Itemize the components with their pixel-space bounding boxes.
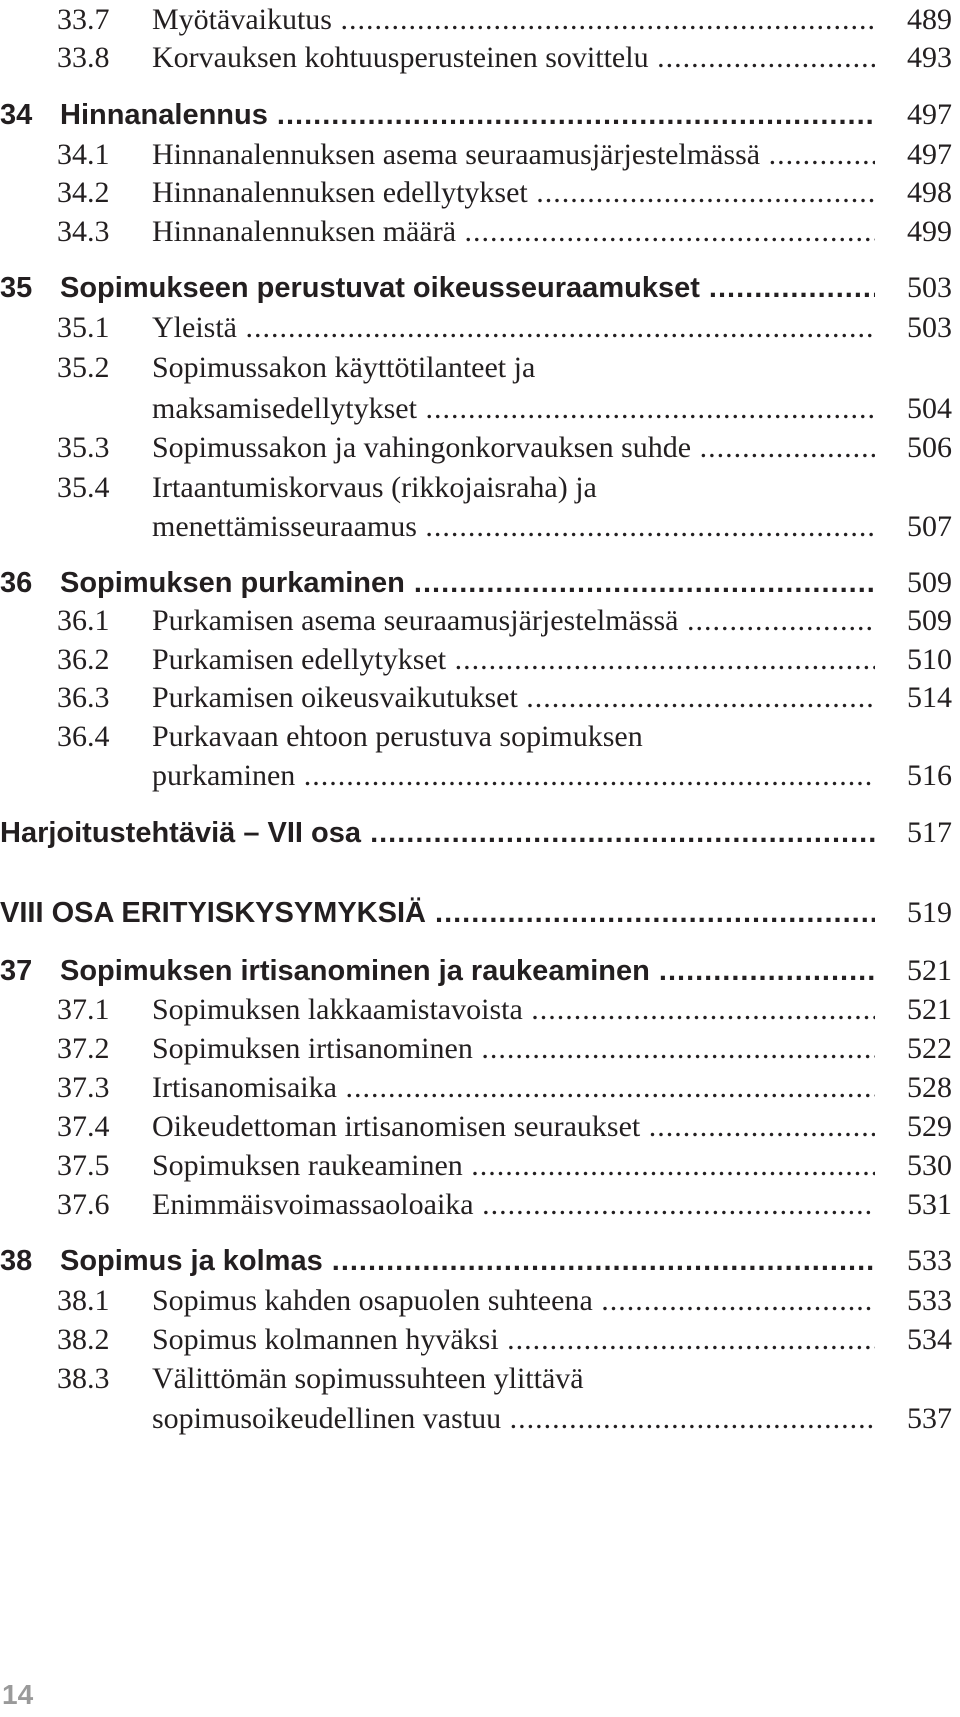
- toc-section-entry: [0, 990, 960, 1030]
- toc-entry-page: 529: [907, 1110, 952, 1143]
- toc-entry-number: 38.1: [57, 1284, 110, 1317]
- toc-entry-page: 503: [907, 311, 952, 344]
- toc-entry-leader: [152, 0, 875, 40]
- toc-entry-title: Sopimussakon käyttötilanteet ja: [152, 351, 536, 384]
- toc-entry-page: 489: [907, 3, 952, 36]
- toc-entry-leader: [152, 428, 875, 468]
- toc-entry-number: 34: [0, 99, 33, 131]
- toc-section-entry: [0, 135, 960, 175]
- toc-entry-page: 528: [907, 1071, 952, 1104]
- toc-entry-leader: [152, 756, 875, 796]
- toc-entry-leader: [0, 813, 875, 853]
- toc-entry-page: 497: [907, 138, 952, 171]
- toc-entry-title: Sopimuksen purkaminen: [60, 567, 405, 599]
- toc-chapter-entry: [0, 563, 960, 603]
- toc-entry-title: Sopimukseen perustuvat oikeusseuraamukset: [60, 272, 700, 304]
- toc-entry-leader: [152, 507, 875, 547]
- toc-section-entry: [0, 756, 960, 796]
- toc-entry-leader: [152, 1359, 875, 1399]
- toc-entry-page: 504: [907, 392, 952, 425]
- toc-section-entry: [0, 173, 960, 213]
- toc-entry-title: maksamisedellytykset: [152, 392, 417, 425]
- toc-section-entry: [0, 1068, 960, 1108]
- toc-section-entry: [0, 1320, 960, 1360]
- toc-entry-leader: [152, 135, 875, 175]
- toc-entry-number: 34.1: [57, 138, 110, 171]
- toc-entry-title: Oikeudettoman irtisanomisen seuraukset: [152, 1110, 641, 1143]
- toc-entry-leader: [152, 1399, 875, 1439]
- toc-entry-title: Purkamisen asema seuraamusjärjestelmässä: [152, 604, 679, 637]
- toc-entry-leader: [60, 563, 875, 603]
- toc-entry-leader: [152, 678, 875, 718]
- toc-entry-leader: [152, 38, 875, 78]
- toc-entry-number: 35.3: [57, 431, 110, 464]
- toc-entry-title: Sopimus kahden osapuolen suhteena: [152, 1284, 593, 1317]
- toc-entry-number: 38: [0, 1245, 33, 1277]
- toc-section-entry: [0, 468, 960, 508]
- toc-chapter-entry: [0, 1241, 960, 1281]
- toc-entry-page: 522: [907, 1032, 952, 1065]
- toc-entry-page: 521: [907, 954, 952, 987]
- toc-entry-title: Sopimuksen raukeaminen: [152, 1149, 463, 1182]
- toc-entry-title: Purkavaan ehtoon perustuva sopimuksen: [152, 720, 643, 753]
- toc-entry-leader: [152, 173, 875, 213]
- toc-entry-title: Hinnanalennus: [60, 99, 268, 131]
- toc-entry-page: 493: [907, 41, 952, 74]
- toc-section-entry: [0, 1107, 960, 1147]
- toc-entry-page: 503: [907, 271, 952, 304]
- toc-entry-number: 36.4: [57, 720, 110, 753]
- toc-entry-leader: [152, 1146, 875, 1186]
- toc-entry-leader: [152, 990, 875, 1030]
- toc-entry-leader: [152, 1068, 875, 1108]
- toc-entry-page: 530: [907, 1149, 952, 1182]
- toc-entry-leader: [152, 1185, 875, 1225]
- toc-entry-leader: [60, 1241, 875, 1281]
- toc-entry-leader: [152, 1029, 875, 1069]
- toc-entry-title: VIII OSA ERITYISKYSYMYKSIÄ: [0, 897, 426, 929]
- toc-section-entry: [0, 1359, 960, 1399]
- toc-entry-leader: [152, 308, 875, 348]
- toc-entry-page: 533: [907, 1284, 952, 1317]
- toc-part-entry: [0, 893, 960, 933]
- toc-entry-leader: [0, 893, 875, 933]
- toc-entry-title: Hinnanalennuksen asema seuraamusjärjestelmässä: [152, 138, 761, 171]
- toc-entry-page: 509: [907, 566, 952, 599]
- toc-entry-title: Purkamisen edellytykset: [152, 643, 447, 676]
- toc-entry-title: Yleistä: [152, 311, 237, 344]
- toc-entry-title: purkaminen: [152, 759, 296, 792]
- toc-entry-number: 35: [0, 272, 33, 304]
- toc-section-entry: [0, 0, 960, 40]
- toc-entry-title: Hinnanalennuksen edellytykset: [152, 176, 528, 209]
- toc-entry-number: 33.8: [57, 41, 110, 74]
- toc-entry-leader: [152, 468, 875, 508]
- toc-entry-title: Irtisanomisaika: [152, 1071, 337, 1104]
- toc-section-entry: [0, 389, 960, 429]
- toc-entry-number: 36.2: [57, 643, 110, 676]
- toc-section-entry: [0, 212, 960, 252]
- toc-entry-title: Harjoitustehtäviä – VII osa: [0, 817, 362, 849]
- toc-entry-number: 37.5: [57, 1149, 110, 1182]
- toc-entry-title: Sopimuksen irtisanominen ja raukeaminen: [60, 955, 650, 987]
- toc-entry-number: 37: [0, 955, 33, 987]
- toc-entry-number: 37.1: [57, 993, 110, 1026]
- toc-entry-title: Sopimus ja kolmas: [60, 1245, 323, 1277]
- toc-section-entry: [0, 601, 960, 641]
- toc-entry-title: menettämisseuraamus: [152, 510, 417, 543]
- toc-entry-title: Sopimuksen lakkaamistavoista: [152, 993, 523, 1026]
- toc-entry-number: 37.6: [57, 1188, 110, 1221]
- toc-entry-page: 506: [907, 431, 952, 464]
- toc-entry-number: 34.2: [57, 176, 110, 209]
- toc-entry-page: 531: [907, 1188, 952, 1221]
- toc-entry-number: 36: [0, 567, 33, 599]
- toc-entry-number: 37.2: [57, 1032, 110, 1065]
- toc-entry-leader: [152, 1281, 875, 1321]
- toc-entry-leader: [152, 348, 875, 388]
- toc-section-entry: [0, 428, 960, 468]
- toc-entry-number: 35.2: [57, 351, 110, 384]
- toc-section-entry: [0, 1029, 960, 1069]
- toc-entry-page: 537: [907, 1402, 952, 1435]
- toc-entry-page: 516: [907, 759, 952, 792]
- toc-entry-page: 509: [907, 604, 952, 637]
- toc-entry-leader: [60, 951, 875, 991]
- toc-section-entry: [0, 640, 960, 680]
- toc-entry-number: 37.3: [57, 1071, 110, 1104]
- toc-chapter-entry: [0, 951, 960, 991]
- toc-entry-page: 533: [907, 1244, 952, 1277]
- toc-entry-title: Korvauksen kohtuusperusteinen sovittelu: [152, 41, 649, 74]
- toc-chapter-entry: [0, 268, 960, 308]
- toc-entry-number: 37.4: [57, 1110, 110, 1143]
- toc-entry-title: Myötävaikutus: [152, 3, 332, 36]
- toc-entry-page: 499: [907, 215, 952, 248]
- toc-section-entry: [0, 678, 960, 718]
- toc-entry-page: 498: [907, 176, 952, 209]
- toc-entry-number: 35.4: [57, 471, 110, 504]
- toc-entry-number: 38.2: [57, 1323, 110, 1356]
- toc-entry-number: 36.1: [57, 604, 110, 637]
- toc-entry-title: Sopimus kolmannen hyväksi: [152, 1323, 499, 1356]
- toc-entry-number: 34.3: [57, 215, 110, 248]
- toc-section-entry: [0, 1185, 960, 1225]
- toc-entry-page: 497: [907, 98, 952, 131]
- toc-entry-number: 33.7: [57, 3, 110, 36]
- toc-section-entry: [0, 38, 960, 78]
- toc-section-entry: [0, 507, 960, 547]
- toc-entry-title: Sopimuksen irtisanominen: [152, 1032, 473, 1065]
- toc-section-entry: [0, 1399, 960, 1439]
- toc-entry-leader: [152, 212, 875, 252]
- toc-entry-leader: [60, 268, 875, 308]
- toc-section-entry: [0, 308, 960, 348]
- toc-entry-number: 35.1: [57, 311, 110, 344]
- toc-entry-leader: [152, 640, 875, 680]
- toc-entry-title: Sopimussakon ja vahingonkorvauksen suhde: [152, 431, 692, 464]
- toc-section-entry: [0, 1146, 960, 1186]
- toc-entry-page: 510: [907, 643, 952, 676]
- toc-entry-title: Purkamisen oikeusvaikutukset: [152, 681, 518, 714]
- toc-entry-leader: [152, 601, 875, 641]
- toc-entry-page: 519: [907, 896, 952, 929]
- toc-chapter-entry: [0, 95, 960, 135]
- toc-entry-leader: [152, 1320, 875, 1360]
- toc-entry-number: 38.3: [57, 1362, 110, 1395]
- toc-entry-title: Hinnanalennuksen määrä: [152, 215, 457, 248]
- toc-entry-leader: [152, 717, 875, 757]
- page-number: 14: [2, 1679, 34, 1710]
- toc-entry-leader: [60, 95, 875, 135]
- toc-entry-page: 517: [907, 816, 952, 849]
- toc-part-entry: [0, 813, 960, 853]
- toc-entry-page: 514: [907, 681, 952, 714]
- toc-entry-title: sopimusoikeudellinen vastuu: [152, 1402, 502, 1435]
- toc-entry-title: Välittömän sopimussuhteen ylittävä: [152, 1362, 584, 1395]
- toc-entry-title: Enimmäisvoimassaoloaika: [152, 1188, 474, 1221]
- toc-section-entry: [0, 1281, 960, 1321]
- toc-section-entry: [0, 348, 960, 388]
- toc-entry-page: 507: [907, 510, 952, 543]
- toc-entry-page: 521: [907, 993, 952, 1026]
- toc-entry-number: 36.3: [57, 681, 110, 714]
- toc-entry-title: Irtaantumiskorvaus (rikkojaisraha) ja: [152, 471, 597, 504]
- toc-entry-leader: [152, 389, 875, 429]
- toc-entry-leader: [152, 1107, 875, 1147]
- toc-section-entry: [0, 717, 960, 757]
- toc-entry-page: 534: [907, 1323, 952, 1356]
